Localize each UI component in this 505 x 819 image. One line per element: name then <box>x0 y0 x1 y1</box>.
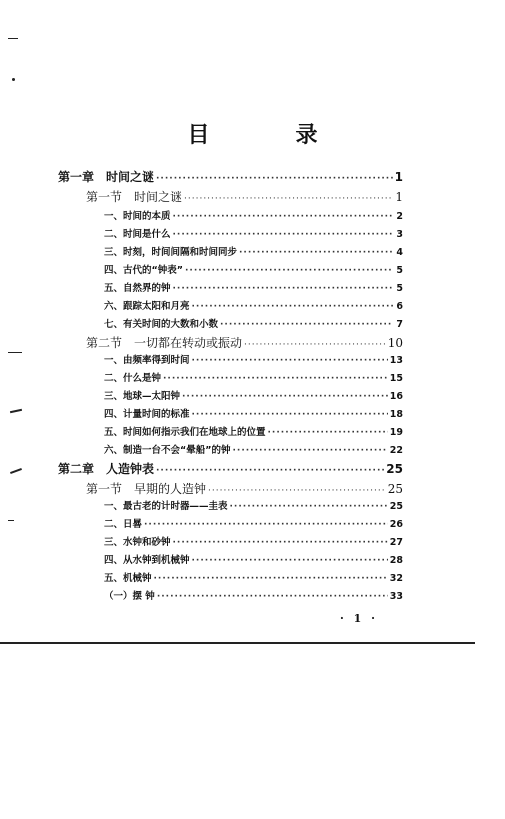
toc-page-number: 16 <box>389 391 403 402</box>
toc-entry-title: 六、制造一台不会“晕船”的钟 <box>104 445 231 456</box>
toc-item-row <box>104 244 403 262</box>
toc-page-number: 2 <box>396 211 403 222</box>
toc-page-number: 26 <box>389 519 403 530</box>
toc-section-row <box>86 188 403 206</box>
dot-leader <box>192 298 393 316</box>
dot-leader <box>230 498 388 516</box>
scan-mark <box>10 409 22 413</box>
page-bottom-rule <box>0 642 475 644</box>
scan-mark <box>8 520 14 521</box>
toc-page-number: 25 <box>387 482 403 496</box>
toc-chapter-row <box>58 460 403 478</box>
toc-entry-title: 第一节 时间之谜 <box>86 190 183 204</box>
toc-page-number: 1 <box>395 190 403 204</box>
toc-item-row <box>104 570 403 588</box>
toc-entry-title: 第一节 早期的人造钟 <box>86 482 207 496</box>
dot-leader <box>173 226 393 244</box>
toc-page-number: 13 <box>389 355 403 366</box>
toc-page-number: 3 <box>396 229 403 240</box>
toc-page-number: 25 <box>389 501 403 512</box>
dot-leader <box>157 588 388 606</box>
toc-page-number: 33 <box>389 591 403 602</box>
toc-page-number: 19 <box>389 427 403 438</box>
scan-mark <box>8 352 22 353</box>
toc-entry-title: 三、时刻，时间间隔和时间同步 <box>104 247 238 258</box>
toc-item-row <box>104 388 403 406</box>
toc-entry-title: 三、水钟和砂钟 <box>104 537 171 548</box>
toc-page-number: 10 <box>387 336 403 350</box>
toc-item-row <box>104 280 403 298</box>
toc-entry-title: 二、日晷 <box>104 519 143 530</box>
dot-leader <box>192 352 388 370</box>
dot-leader <box>182 388 388 406</box>
toc-item-row <box>104 498 403 516</box>
toc-page-number: 7 <box>396 319 403 330</box>
toc-entry-title: （一）摆 钟 <box>104 591 155 602</box>
dot-leader <box>144 516 388 534</box>
dot-leader <box>173 280 393 298</box>
toc-page-number: 28 <box>389 555 403 566</box>
dot-leader <box>233 442 388 460</box>
dot-leader <box>156 170 393 186</box>
scan-mark <box>10 468 22 474</box>
toc-page-number: 18 <box>389 409 403 420</box>
page-title: 目 录 <box>187 123 350 148</box>
toc-section-row <box>86 334 403 352</box>
toc-entry-title: 四、古代的“钟表” <box>104 265 183 276</box>
toc-page-number: 5 <box>396 283 403 294</box>
toc-item-row <box>104 406 403 424</box>
toc-page-number: 5 <box>396 265 403 276</box>
toc-entry-title: 六、跟踪太阳和月亮 <box>104 301 190 312</box>
toc-entry-title: 四、计量时间的标准 <box>104 409 190 420</box>
toc-entry-title: 一、由频率得到时间 <box>104 355 190 366</box>
toc-entry-title: 五、机械钟 <box>104 573 152 584</box>
toc-item-row <box>104 262 403 280</box>
toc-section-row <box>86 480 403 498</box>
scan-mark <box>8 38 18 39</box>
toc-page-number: 32 <box>389 573 403 584</box>
toc-item-row <box>104 298 403 316</box>
toc-page-number: 6 <box>396 301 403 312</box>
toc-item-row <box>104 552 403 570</box>
toc-entry-title: 第二节 一切都在转动或振动 <box>86 336 243 350</box>
toc-chapter-row <box>58 168 403 186</box>
dot-leader <box>156 462 384 478</box>
dot-leader <box>173 208 393 226</box>
toc-entry-title: 五、时间如何指示我们在地球上的位置 <box>104 427 266 438</box>
dot-leader <box>163 370 388 388</box>
toc-page-number: 25 <box>386 462 403 476</box>
dot-leader <box>173 534 388 552</box>
page-number: · 1 · <box>340 612 378 625</box>
toc-entry-title: 第二章 人造钟表 <box>58 462 155 476</box>
dot-leader <box>185 262 393 280</box>
toc-entry-title: 一、时间的本质 <box>104 211 171 222</box>
toc-entry-title: 一、最古老的计时器——圭表 <box>104 501 228 512</box>
toc-entry-title: 四、从水钟到机械钟 <box>104 555 190 566</box>
toc-item-row <box>104 352 403 370</box>
dot-leader <box>239 244 393 262</box>
toc-item-row <box>104 316 403 334</box>
toc-entry-title: 七、有关时间的大数和小数 <box>104 319 219 330</box>
toc-entry-title: 二、时间是什么 <box>104 229 171 240</box>
scan-mark <box>12 78 15 81</box>
dot-leader <box>184 190 393 206</box>
toc-page-number: 1 <box>394 170 403 184</box>
dot-leader <box>208 482 386 498</box>
toc-item-row <box>104 208 403 226</box>
dot-leader <box>154 570 388 588</box>
dot-leader <box>268 424 388 442</box>
toc-entry-title: 三、地球—太阳钟 <box>104 391 181 402</box>
toc-item-row <box>104 442 403 460</box>
toc-page-number: 27 <box>389 537 403 548</box>
toc-item-row <box>104 370 403 388</box>
toc-item-row <box>104 534 403 552</box>
dot-leader <box>244 336 386 352</box>
dot-leader <box>220 316 393 334</box>
toc-entry-title: 第一章 时间之谜 <box>58 170 155 184</box>
toc-item-row <box>104 424 403 442</box>
toc-page-number: 15 <box>389 373 403 384</box>
dot-leader <box>192 406 388 424</box>
toc-entry-title: 五、自然界的钟 <box>104 283 171 294</box>
dot-leader <box>192 552 388 570</box>
toc-entry-title: 二、什么是钟 <box>104 373 162 384</box>
toc-page-number: 22 <box>389 445 403 456</box>
toc-page-number: 4 <box>396 247 403 258</box>
toc-item-row <box>104 516 403 534</box>
toc-item-row <box>104 588 403 606</box>
toc-item-row <box>104 226 403 244</box>
